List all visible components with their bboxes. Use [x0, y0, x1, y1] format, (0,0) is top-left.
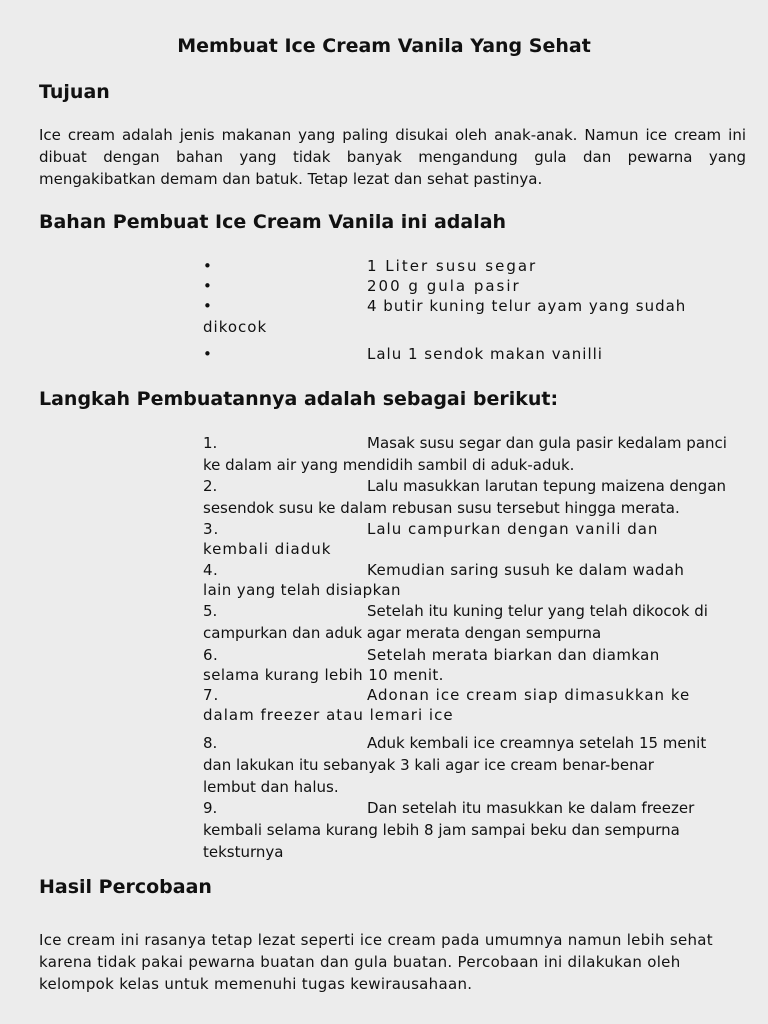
ingredient-item: [203, 296, 748, 338]
ingredient-item: [203, 344, 748, 365]
paragraph-tujuan: Ice cream adalah jenis makanan yang paling disukai oleh anak-anak. Namun ice cream ini dibuat dengan bahan yang tidak banyak mengandung gula dan pewarna yang mengakibatkan demam dan batuk. Tetap lezat dan sehat pastinya.: [39, 126, 746, 188]
ingredient-text: 200 g gula pasir: [367, 277, 521, 295]
ingredient-text: 4 butir kuning telur ayam yang sudah: [367, 297, 687, 315]
step-item: [203, 519, 748, 559]
step-item: [203, 560, 748, 600]
step-number: 3.: [203, 520, 220, 538]
step-number: 9.: [203, 799, 218, 817]
step-number: 6.: [203, 646, 219, 664]
step-text-continued: ke dalam air yang mendidih sambil di aduk-aduk.: [203, 456, 575, 474]
step-text-continued: kembali diaduk: [203, 540, 332, 558]
heading-langkah: Langkah Pembuatannya adalah sebagai berikut:: [39, 388, 559, 410]
step-number: 8.: [203, 734, 218, 752]
step-text-continued: selama kurang lebih 10 menit.: [203, 666, 444, 684]
step-text-continued: lembut dan halus.: [203, 778, 339, 796]
bullet-mark: •: [203, 345, 213, 363]
step-text-continued: sesendok susu ke dalam rebusan susu tersebut hingga merata.: [203, 499, 680, 517]
step-number: 2.: [203, 477, 218, 495]
step-text-continued: dalam freezer atau lemari ice: [203, 706, 454, 724]
step-item: [203, 645, 748, 685]
step-text: Lalu masukkan larutan tepung maizena dengan: [367, 477, 727, 495]
bullet-mark: •: [203, 277, 214, 295]
step-text: Setelah merata biarkan dan diamkan: [367, 646, 660, 664]
step-item: [203, 432, 748, 476]
step-text: Setelah itu kuning telur yang telah dikocok di: [367, 602, 708, 620]
step-text-continued: kembali selama kurang lebih 8 jam sampai beku dan sempurna: [203, 821, 680, 839]
step-text: Lalu campurkan dengan vanili dan: [367, 520, 659, 538]
step-text: Masak susu segar dan gula pasir kedalam panci: [367, 434, 727, 452]
heading-tujuan: Tujuan: [39, 81, 110, 103]
step-number: 4.: [203, 561, 219, 579]
step-text: Kemudian saring susuh ke dalam wadah: [367, 561, 685, 579]
step-text-continued: campurkan dan aduk agar merata dengan sempurna: [203, 624, 602, 642]
ingredient-text: Lalu 1 sendok makan vanilli: [367, 345, 603, 363]
step-text-continued: dan lakukan itu sebanyak 3 kali agar ice cream benar-benar: [203, 756, 654, 774]
heading-hasil: Hasil Percobaan: [39, 876, 212, 898]
step-item: [203, 475, 748, 519]
bullet-mark: •: [203, 297, 213, 315]
step-item: [203, 732, 748, 798]
heading-bahan: Bahan Pembuat Ice Cream Vanila ini adalah: [39, 211, 507, 233]
step-text-continued: teksturnya: [203, 843, 284, 861]
step-number: 7.: [203, 686, 220, 704]
ingredient-item: [203, 276, 748, 297]
step-text: Dan setelah itu masukkan ke dalam freezer: [367, 799, 695, 817]
ingredient-item: [203, 256, 748, 277]
step-item: [203, 685, 748, 725]
step-text: Aduk kembali ice creamnya setelah 15 menit: [367, 734, 707, 752]
paragraph-hasil: Ice cream ini rasanya tetap lezat seperti ice cream pada umumnya namun lebih sehat karena tidak pakai pewarna buatan dan gula buatan. Percobaan ini dilakukan oleh kelompok kelas untuk memenuhi tugas kewirausahaan.: [39, 931, 713, 993]
step-item: [203, 797, 748, 863]
step-number: 1.: [203, 434, 218, 452]
ingredient-text-continued: dikocok: [203, 318, 268, 336]
ingredient-text: 1 Liter susu segar: [367, 257, 538, 275]
step-text: Adonan ice cream siap dimasukkan ke: [367, 686, 691, 704]
document-title: Membuat Ice Cream Vanila Yang Sehat: [177, 35, 591, 57]
step-text-continued: lain yang telah disiapkan: [203, 581, 401, 599]
bullet-mark: •: [203, 257, 214, 275]
step-number: 5.: [203, 602, 218, 620]
step-item: [203, 600, 748, 644]
